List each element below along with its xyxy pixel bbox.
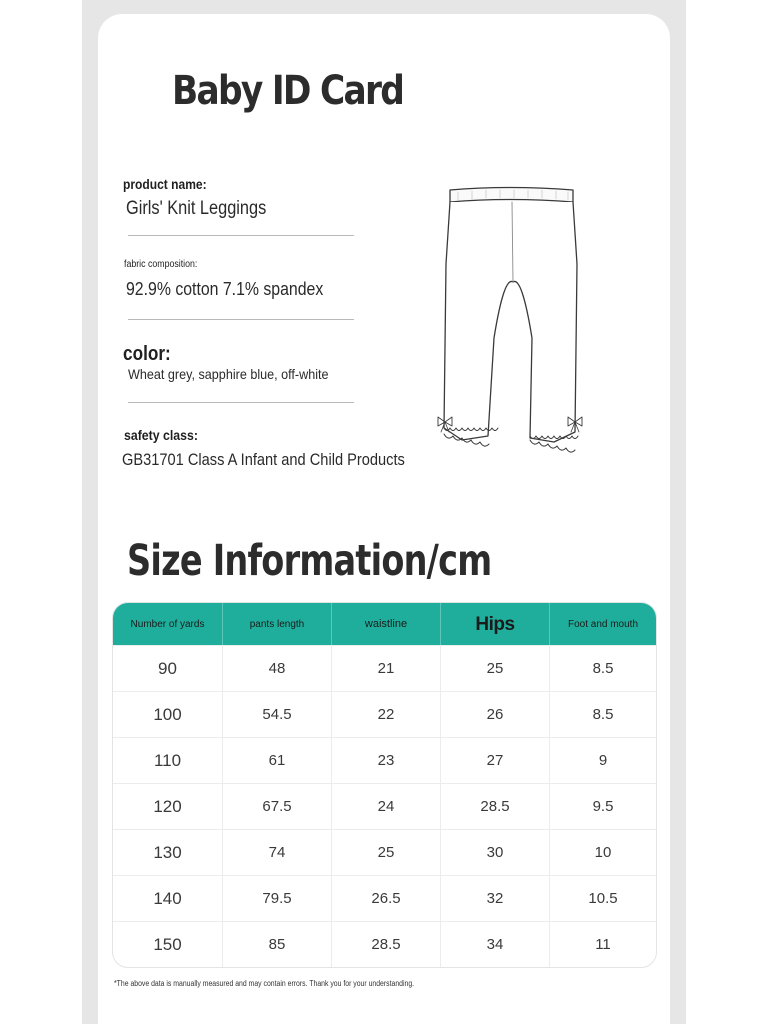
table-cell-size: 150 [113,921,223,967]
table-cell-waistline: 25 [332,829,441,875]
table-cell-foot-mouth: 10.5 [550,875,656,921]
color-value: Wheat grey, sapphire blue, off-white [128,366,329,382]
column-header-pants-length: pants length [223,603,332,645]
column-header-hips: Hips [441,603,550,645]
table-cell-waistline: 22 [332,691,441,737]
table-cell-hips: 30 [441,829,550,875]
leggings-icon [424,178,600,456]
table-cell-size: 100 [113,691,223,737]
table-cell-foot-mouth: 10 [550,829,656,875]
table-row [113,691,656,737]
table-cell-size: 120 [113,783,223,829]
divider-line [128,319,354,320]
table-cell-size: 140 [113,875,223,921]
table-cell-pants-length: 48 [223,645,332,691]
table-cell-foot-mouth: 8.5 [550,645,656,691]
table-cell-pants-length: 74 [223,829,332,875]
table-cell-hips: 28.5 [441,783,550,829]
product-name-value: Girls' Knit Leggings [126,198,267,219]
table-row [113,829,656,875]
table-cell-foot-mouth: 9 [550,737,656,783]
table-row [113,783,656,829]
table-cell-waistline: 26.5 [332,875,441,921]
table-cell-hips: 27 [441,737,550,783]
divider-line [128,235,354,236]
table-cell-pants-length: 79.5 [223,875,332,921]
size-section-title: Size Information/cm [127,536,492,586]
table-cell-waistline: 28.5 [332,921,441,967]
column-header-foot-mouth: Foot and mouth [550,603,656,645]
table-cell-pants-length: 54.5 [223,691,332,737]
page-title: Baby ID Card [172,68,404,114]
product-name-label: product name: [123,176,207,192]
table-row [113,875,656,921]
size-table [112,602,657,968]
table-row [113,921,656,967]
table-cell-hips: 32 [441,875,550,921]
safety-class-value: GB31701 Class A Infant and Child Products [122,450,405,469]
table-cell-hips: 26 [441,691,550,737]
table-cell-foot-mouth: 8.5 [550,691,656,737]
table-cell-foot-mouth: 9.5 [550,783,656,829]
fabric-composition-label: fabric composition: [124,259,198,270]
safety-class-label: safety class: [124,427,198,443]
fabric-composition-value: 92.9% cotton 7.1% spandex [126,279,324,299]
table-cell-foot-mouth: 11 [550,921,656,967]
table-cell-pants-length: 85 [223,921,332,967]
table-cell-waistline: 23 [332,737,441,783]
table-cell-size: 110 [113,737,223,783]
divider-line [128,402,354,403]
table-row [113,737,656,783]
size-table-header [113,603,656,645]
table-cell-pants-length: 61 [223,737,332,783]
table-cell-pants-length: 67.5 [223,783,332,829]
color-label: color: [123,343,171,365]
table-cell-waistline: 24 [332,783,441,829]
table-cell-hips: 25 [441,645,550,691]
table-cell-waistline: 21 [332,645,441,691]
table-cell-size: 130 [113,829,223,875]
table-cell-hips: 34 [441,921,550,967]
disclaimer-footnote: *The above data is manually measured and may contain errors. Thank you for your understanding. [114,979,415,988]
column-header-waistline: waistline [332,603,441,645]
table-row [113,645,656,691]
table-cell-size: 90 [113,645,223,691]
column-header-yards: Number of yards [113,603,223,645]
